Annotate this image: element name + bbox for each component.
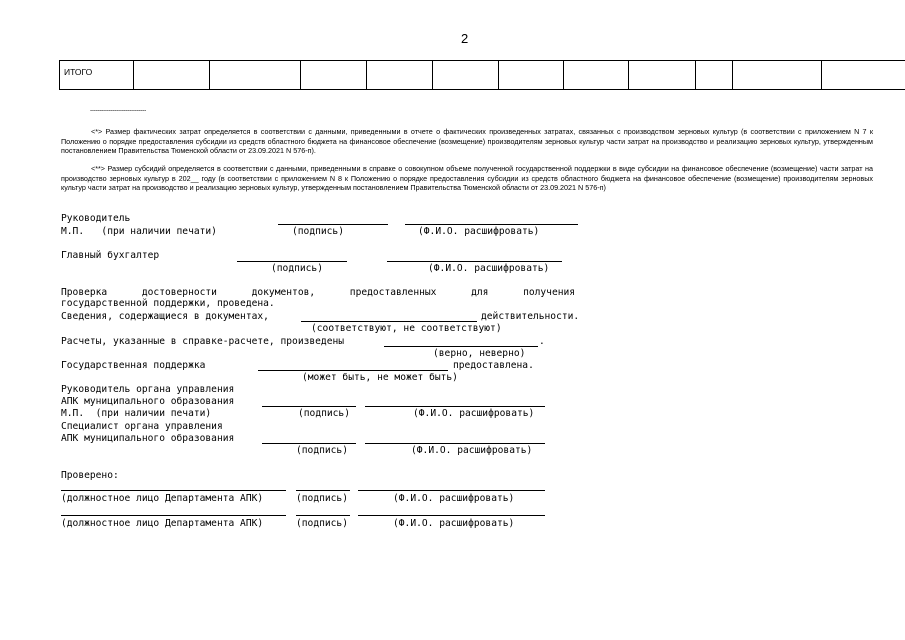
footnote-divider: ------------------------------ xyxy=(90,107,146,114)
checked-row-2-name: (Ф.И.О. расшифровать) xyxy=(393,518,515,529)
table-cell xyxy=(629,61,696,90)
accountant-sign-hint: (подпись) xyxy=(271,263,323,274)
accountant-sign-line xyxy=(237,261,347,262)
total-row xyxy=(60,61,905,90)
footnote-2: <**> Размер субсидий определяется в соответствии с данными, приведенными в справке о совокупном объеме полученной государственной поддержки в виде субсидии на финансовое обеспечение (возмещение) части затрат на производство зерновых культур в 202__ году (в соответствии с приложением N 8 к Положению о порядке предоставления субсидии из средств областного бюджета на финансовое обеспечение (возмещение) производителям зерновых культур части затрат на производство и реализацию зерновых культур, утвержденным постановлением Правительства Тюменской области от 23.09.2021 N 576-п) xyxy=(61,164,873,192)
municipal-head-sign-hint: (подпись) xyxy=(298,408,350,419)
total-label: ИТОГО xyxy=(60,61,134,90)
checked-row-2-name-line xyxy=(358,515,545,516)
verification-line-3-prefix: Сведения, содержащиеся в документах, xyxy=(61,311,269,322)
accountant-name-hint: (Ф.И.О. расшифровать) xyxy=(428,263,550,274)
table-cell xyxy=(733,61,822,90)
municipal-spec-name-line xyxy=(365,443,545,444)
checked-row-2-sign-line xyxy=(296,515,350,516)
municipal-head-sign-line xyxy=(262,406,356,407)
checked-row-2-position-line xyxy=(61,515,286,516)
verification-line-4-prefix: Расчеты, указанные в справке-расчете, произведены xyxy=(61,336,345,347)
verification-line-5-hint: (может быть, не может быть) xyxy=(302,372,458,383)
verification-line-3-hint: (соответствуют, не соответствуют) xyxy=(311,323,502,334)
verification-line-3-blank xyxy=(301,321,477,322)
verification-line-5-blank xyxy=(258,370,448,371)
checked-row-1-name-line xyxy=(358,490,545,491)
page-number: 2 xyxy=(461,31,469,46)
table-cell xyxy=(367,61,433,90)
checked-row-1-sign: (подпись) xyxy=(296,493,348,504)
table-cell xyxy=(433,61,499,90)
verification-line-2: государственной поддержки, проведена. xyxy=(61,298,275,309)
manager-title: Руководитель xyxy=(61,213,131,224)
municipal-head-name-line xyxy=(365,406,545,407)
verification-line-1: Проверка достоверности документов, предоставленных для получения xyxy=(61,287,576,298)
manager-stamp: М.П. (при наличии печати) xyxy=(61,226,217,237)
table-cell xyxy=(210,61,301,90)
total-table xyxy=(59,60,905,90)
municipal-spec-title-1: Специалист органа управления xyxy=(61,421,223,432)
municipal-spec-title-2: АПК муниципального образования xyxy=(61,433,235,444)
verification-line-3-suffix: действительности. xyxy=(481,311,580,322)
municipal-spec-name-hint: (Ф.И.О. расшифровать) xyxy=(411,445,533,456)
verification-line-4-hint: (верно, неверно) xyxy=(433,348,526,359)
verification-line-4-blank xyxy=(384,346,538,347)
checked-row-1-position: (должностное лицо Департамента АПК) xyxy=(61,493,264,504)
municipal-head-stamp: М.П. (при наличии печати) xyxy=(61,408,212,419)
table-cell xyxy=(822,61,905,90)
verification-line-5-prefix: Государственная поддержка xyxy=(61,360,206,371)
manager-name-hint: (Ф.И.О. расшифровать) xyxy=(418,226,540,237)
verification-line-5-suffix: предоставлена. xyxy=(453,360,534,371)
checked-row-1-position-line xyxy=(61,490,286,491)
municipal-head-name-hint: (Ф.И.О. расшифровать) xyxy=(413,408,535,419)
municipal-spec-sign-hint: (подпись) xyxy=(296,445,348,456)
accountant-title: Главный бухгалтер xyxy=(61,250,160,261)
municipal-head-title-2: АПК муниципального образования xyxy=(61,396,235,407)
table-cell xyxy=(564,61,629,90)
municipal-head-title-1: Руководитель органа управления xyxy=(61,384,235,395)
manager-sign-line xyxy=(278,224,388,225)
accountant-name-line xyxy=(387,261,562,262)
table-cell xyxy=(696,61,733,90)
manager-name-line xyxy=(405,224,578,225)
manager-sign-hint: (подпись) xyxy=(292,226,344,237)
table-cell xyxy=(301,61,367,90)
checked-row-2-position: (должностное лицо Департамента АПК) xyxy=(61,518,264,529)
checked-row-1-name: (Ф.И.О. расшифровать) xyxy=(393,493,515,504)
footnote-1: <*> Размер фактических затрат определяется в соответствии с данными, приведенными в отчете о фактических произведенных затратах, связанных с производством зерновых культур (в соответствии с приложением N 7 к Положению о порядке предоставления субсидии из средств областного бюджета на финансовое обеспечение (возмещение) производителям зерновых культур части затрат на производство и реализацию зерновых культур, утвержденным постановлением Правительства Тюменской области от 23.09.2021 N 576-п). xyxy=(61,127,873,155)
checked-title: Проверено: xyxy=(61,470,119,481)
checked-row-1-sign-line xyxy=(296,490,350,491)
municipal-spec-sign-line xyxy=(262,443,356,444)
table-cell xyxy=(134,61,210,90)
checked-row-2-sign: (подпись) xyxy=(296,518,348,529)
verification-line-4-suffix: . xyxy=(539,336,545,347)
table-cell xyxy=(499,61,564,90)
